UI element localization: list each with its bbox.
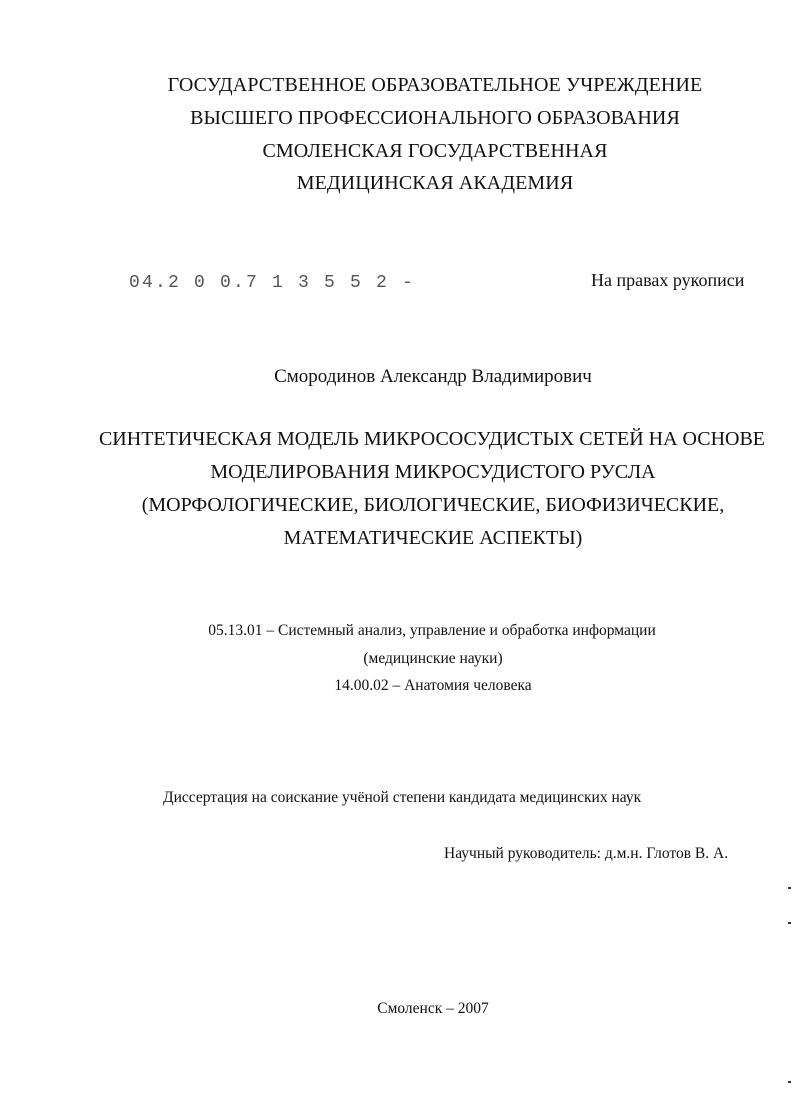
scan-edge-mark xyxy=(788,922,791,924)
institution-line-1: ГОСУДАРСТВЕННОЕ ОБРАЗОВАТЕЛЬНОЕ УЧРЕЖДЕНИЕ xyxy=(167,74,703,96)
title-line-2: МОДЕЛИРОВАНИЯ МИКРОСУДИСТОГО РУСЛА xyxy=(210,461,656,483)
title-line-3: (МОРФОЛОГИЧЕСКИЕ, БИОЛОГИЧЕСКИЕ, БИОФИЗИЧЕСКИЕ, xyxy=(141,494,725,516)
title-line-1: СИНТЕТИЧЕСКАЯ МОДЕЛЬ МИКРОСОСУДИСТЫХ СЕТЕЙ НА ОСНОВЕ xyxy=(98,428,766,450)
place-year: Смоленск – 2007 xyxy=(377,1000,489,1017)
scan-edge-mark xyxy=(788,1081,791,1083)
institution-line-4: МЕДИЦИНСКАЯ АКАДЕМИЯ xyxy=(296,172,574,194)
specialty-line-3: 14.00.02 – Анатомия человека xyxy=(334,677,532,694)
institution-line-3: СМОЛЕНСКАЯ ГОСУДАРСТВЕННАЯ xyxy=(262,140,608,162)
title-line-4: МАТЕМАТИЧЕСКИЕ АСПЕКТЫ) xyxy=(283,527,583,549)
specialty-line-2: (медицинские науки) xyxy=(363,650,503,667)
scan-edge-mark xyxy=(788,887,791,889)
supervisor: Научный руководитель: д.м.н. Глотов В. А. xyxy=(444,845,729,862)
registry-stamp: 04.2 0 0.7 1 3 5 5 2 - xyxy=(129,273,416,293)
author-name: Смородинов Александр Владимирович xyxy=(274,366,592,387)
specialty-line-1: 05.13.01 – Системный анализ, управление и обработка информации xyxy=(208,622,656,639)
rights-note: На правах рукописи xyxy=(591,270,745,290)
institution-line-2: ВЫСШЕГО ПРОФЕССИОНАЛЬНОГО ОБРАЗОВАНИЯ xyxy=(190,107,680,129)
dissertation-note: Диссертация на соискание учёной степени кандидата медицинских наук xyxy=(163,789,642,806)
